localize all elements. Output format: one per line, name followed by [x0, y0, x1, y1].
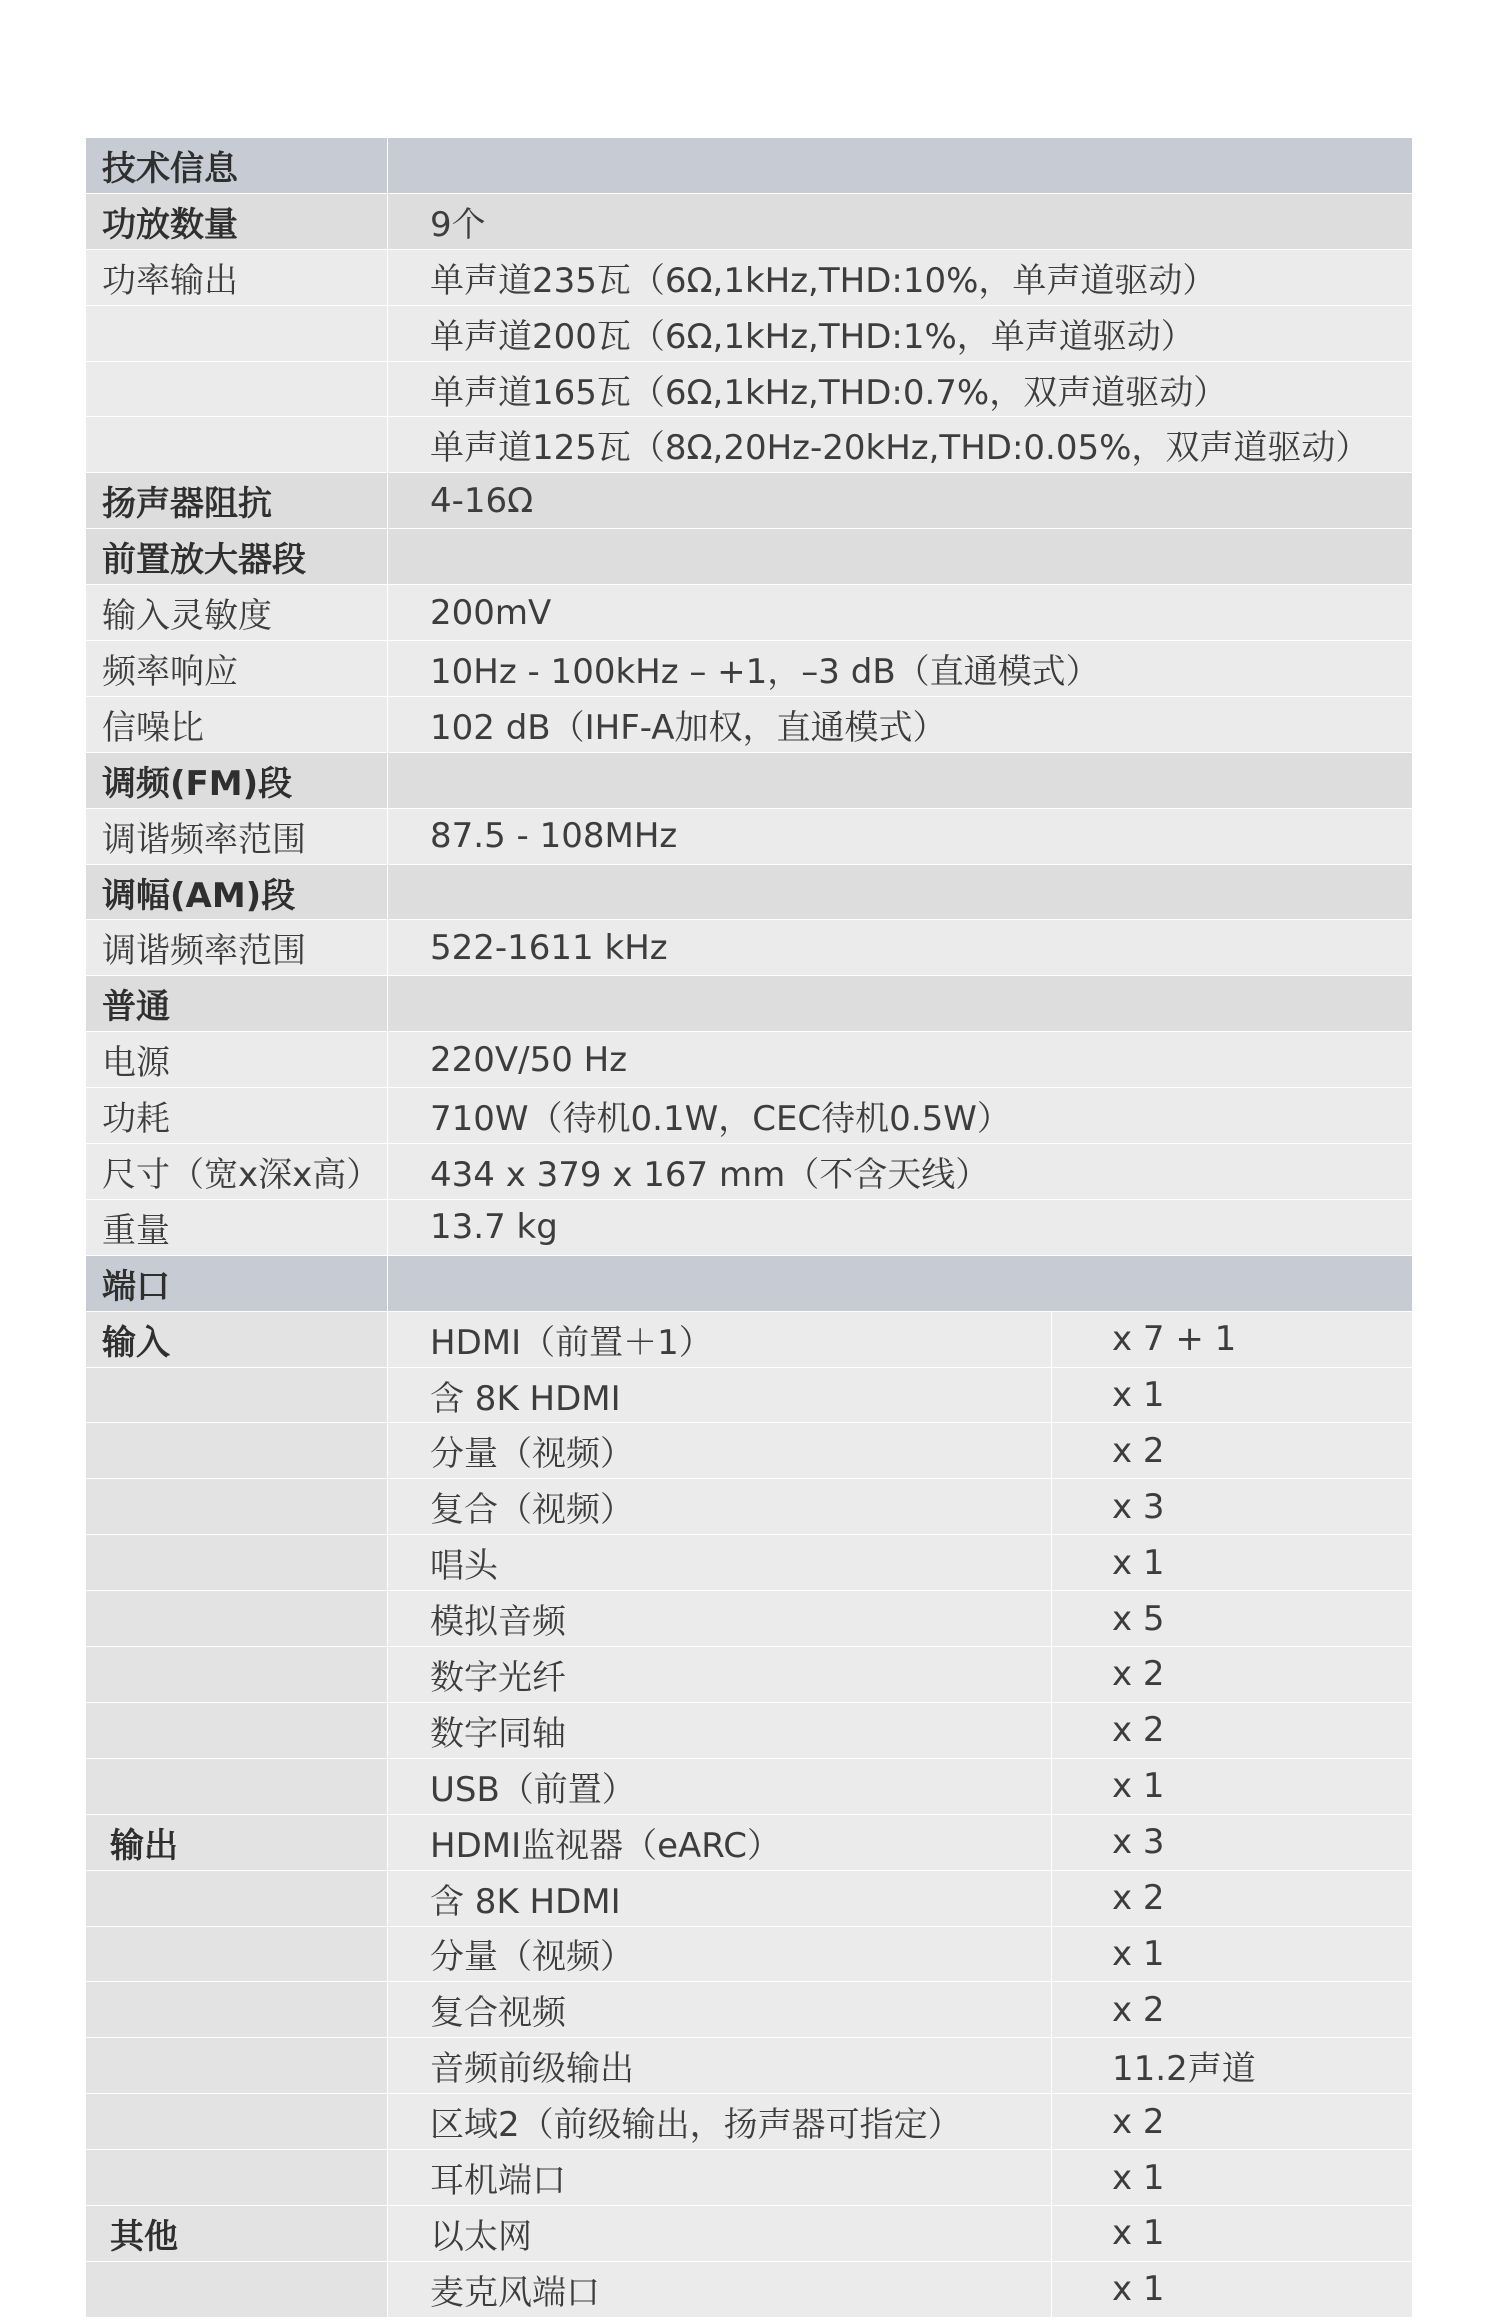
port-group-label [86, 1982, 388, 2037]
port-count: x 1 [1052, 1759, 1412, 1814]
row-label: 频率响应 [86, 641, 388, 696]
row-label: 信噪比 [86, 697, 388, 752]
row-value: 710W（待机0.1W，CEC待机0.5W） [430, 1099, 1011, 1140]
table-row [86, 697, 1412, 753]
port-row [86, 1312, 1412, 1368]
port-name: 麦克风端口 [388, 2262, 1052, 2317]
row-value [388, 138, 1412, 193]
port-row [86, 2150, 1412, 2206]
row-label: 电源 [86, 1032, 388, 1087]
table-header-row [86, 138, 1412, 194]
port-row [86, 1759, 1412, 1815]
row-value [388, 529, 1412, 584]
table-row [86, 1144, 1412, 1200]
section-row [86, 976, 1412, 1032]
row-value: 单声道235瓦（6Ω,1kHz,THD:10%，单声道驱动） [430, 260, 1217, 301]
port-count: x 7 + 1 [1052, 1312, 1412, 1367]
port-count: x 2 [1052, 1982, 1412, 2037]
port-group-label [86, 1703, 388, 1758]
port-group-label: 输入 [86, 1312, 388, 1367]
row-label [86, 362, 388, 417]
port-count: x 3 [1052, 1479, 1412, 1534]
row-label: 扬声器阻抗 [86, 473, 388, 528]
row-value [388, 865, 1412, 920]
port-count: x 1 [1052, 2150, 1412, 2205]
section-row [86, 529, 1412, 585]
row-value: 522-1611 kHz [430, 927, 668, 968]
table-row [86, 417, 1412, 473]
section-row [86, 865, 1412, 921]
table-row [86, 641, 1412, 697]
row-label: 普通 [86, 976, 388, 1031]
row-label: 调幅(AM)段 [86, 865, 388, 920]
port-count: x 2 [1052, 1871, 1412, 1926]
port-count: x 2 [1052, 1423, 1412, 1478]
table-row [86, 1088, 1412, 1144]
port-name: HDMI（前置＋1） [388, 1312, 1052, 1367]
row-label: 重量 [86, 1200, 388, 1255]
port-row [86, 1982, 1412, 2038]
port-name: 复合视频 [388, 1982, 1052, 2037]
port-row [86, 2038, 1412, 2094]
row-label: 功放数量 [86, 194, 388, 249]
row-label: 前置放大器段 [86, 529, 388, 584]
port-row [86, 1368, 1412, 1424]
port-row [86, 2262, 1412, 2318]
port-group-label: 其他 [86, 2206, 388, 2261]
row-label: 功耗 [86, 1088, 388, 1143]
row-value [388, 976, 1412, 1031]
port-count: 11.2声道 [1052, 2038, 1412, 2093]
port-name: 含 8K HDMI [388, 1368, 1052, 1423]
row-label: 技术信息 [86, 138, 388, 193]
row-value: 434 x 379 x 167 mm（不含天线） [430, 1154, 990, 1195]
port-group-label [86, 1927, 388, 1982]
port-name: 唱头 [388, 1535, 1052, 1590]
port-group-label [86, 1423, 388, 1478]
port-group-label [86, 1759, 388, 1814]
row-value: 4-16Ω [430, 480, 534, 521]
row-value: 单声道125瓦（8Ω,20Hz-20kHz,THD:0.05%，双声道驱动） [430, 428, 1370, 469]
row-value: 102 dB（IHF-A加权，直通模式） [430, 707, 947, 748]
port-count: x 1 [1052, 1535, 1412, 1590]
port-count: x 2 [1052, 1703, 1412, 1758]
port-count: x 2 [1052, 1647, 1412, 1702]
spec-rows [86, 138, 1412, 1312]
row-label [86, 417, 388, 472]
row-label: 输入灵敏度 [86, 585, 388, 640]
table-row [86, 250, 1412, 306]
port-group-label: 输出 [86, 1815, 388, 1870]
row-value: 9个 [430, 204, 486, 245]
port-name: 含 8K HDMI [388, 1871, 1052, 1926]
port-count: x 1 [1052, 1927, 1412, 1982]
port-row [86, 1703, 1412, 1759]
port-group-label [86, 2094, 388, 2149]
row-value [388, 753, 1412, 808]
port-name: 模拟音频 [388, 1591, 1052, 1646]
table-header-row [86, 1256, 1412, 1312]
port-name: 复合（视频） [388, 1479, 1052, 1534]
spec-table [86, 138, 1412, 2318]
port-count: x 3 [1052, 1815, 1412, 1870]
port-name: USB（前置） [388, 1759, 1052, 1814]
row-value: 13.7 kg [430, 1207, 558, 1248]
section-row [86, 194, 1412, 250]
row-label: 端口 [86, 1256, 388, 1311]
table-row [86, 1200, 1412, 1256]
port-count: x 5 [1052, 1591, 1412, 1646]
port-name: 音频前级输出 [388, 2038, 1052, 2093]
port-name: HDMI监视器（eARC） [388, 1815, 1052, 1870]
port-name: 分量（视频） [388, 1927, 1052, 1982]
port-row [86, 2206, 1412, 2262]
port-name: 数字同轴 [388, 1703, 1052, 1758]
port-row [86, 1815, 1412, 1871]
port-group-label [86, 1647, 388, 1702]
port-group-label [86, 1368, 388, 1423]
row-value: 单声道165瓦（6Ω,1kHz,THD:0.7%，双声道驱动） [430, 372, 1228, 413]
port-group-label [86, 2150, 388, 2205]
table-row [86, 1032, 1412, 1088]
table-row [86, 920, 1412, 976]
row-value: 10Hz - 100kHz – +1，–3 dB（直通模式） [430, 651, 1100, 692]
table-row [86, 306, 1412, 362]
port-row [86, 1927, 1412, 1983]
port-group-label [86, 2262, 388, 2317]
table-row [86, 809, 1412, 865]
row-value: 200mV [430, 592, 552, 633]
section-row [86, 473, 1412, 529]
port-row [86, 1871, 1412, 1927]
row-label: 调谐频率范围 [86, 809, 388, 864]
row-value: 87.5 - 108MHz [430, 816, 678, 857]
port-group-label [86, 2038, 388, 2093]
row-value: 220V/50 Hz [430, 1039, 628, 1080]
table-row [86, 362, 1412, 418]
port-row [86, 1591, 1412, 1647]
port-group-label [86, 1591, 388, 1646]
port-row [86, 1423, 1412, 1479]
section-row [86, 753, 1412, 809]
port-name: 以太网 [388, 2206, 1052, 2261]
port-count: x 1 [1052, 2262, 1412, 2317]
table-row [86, 585, 1412, 641]
port-name: 区域2（前级输出，扬声器可指定） [388, 2094, 1052, 2149]
port-row [86, 1535, 1412, 1591]
row-label: 调频(FM)段 [86, 753, 388, 808]
port-rows [86, 1312, 1412, 2318]
row-label [86, 306, 388, 361]
port-group-label [86, 1479, 388, 1534]
port-name: 分量（视频） [388, 1423, 1052, 1478]
port-name: 耳机端口 [388, 2150, 1052, 2205]
port-group-label [86, 1535, 388, 1590]
port-name: 数字光纤 [388, 1647, 1052, 1702]
port-count: x 1 [1052, 2206, 1412, 2261]
row-label: 调谐频率范围 [86, 920, 388, 975]
row-label: 功率输出 [86, 250, 388, 305]
port-count: x 2 [1052, 2094, 1412, 2149]
port-group-label [86, 1871, 388, 1926]
port-row [86, 2094, 1412, 2150]
row-value: 单声道200瓦（6Ω,1kHz,THD:1%，单声道驱动） [430, 316, 1195, 357]
row-label: 尺寸（宽x深x高） [86, 1144, 388, 1199]
row-value [388, 1256, 1412, 1311]
port-row [86, 1647, 1412, 1703]
port-count: x 1 [1052, 1368, 1412, 1423]
port-row [86, 1479, 1412, 1535]
